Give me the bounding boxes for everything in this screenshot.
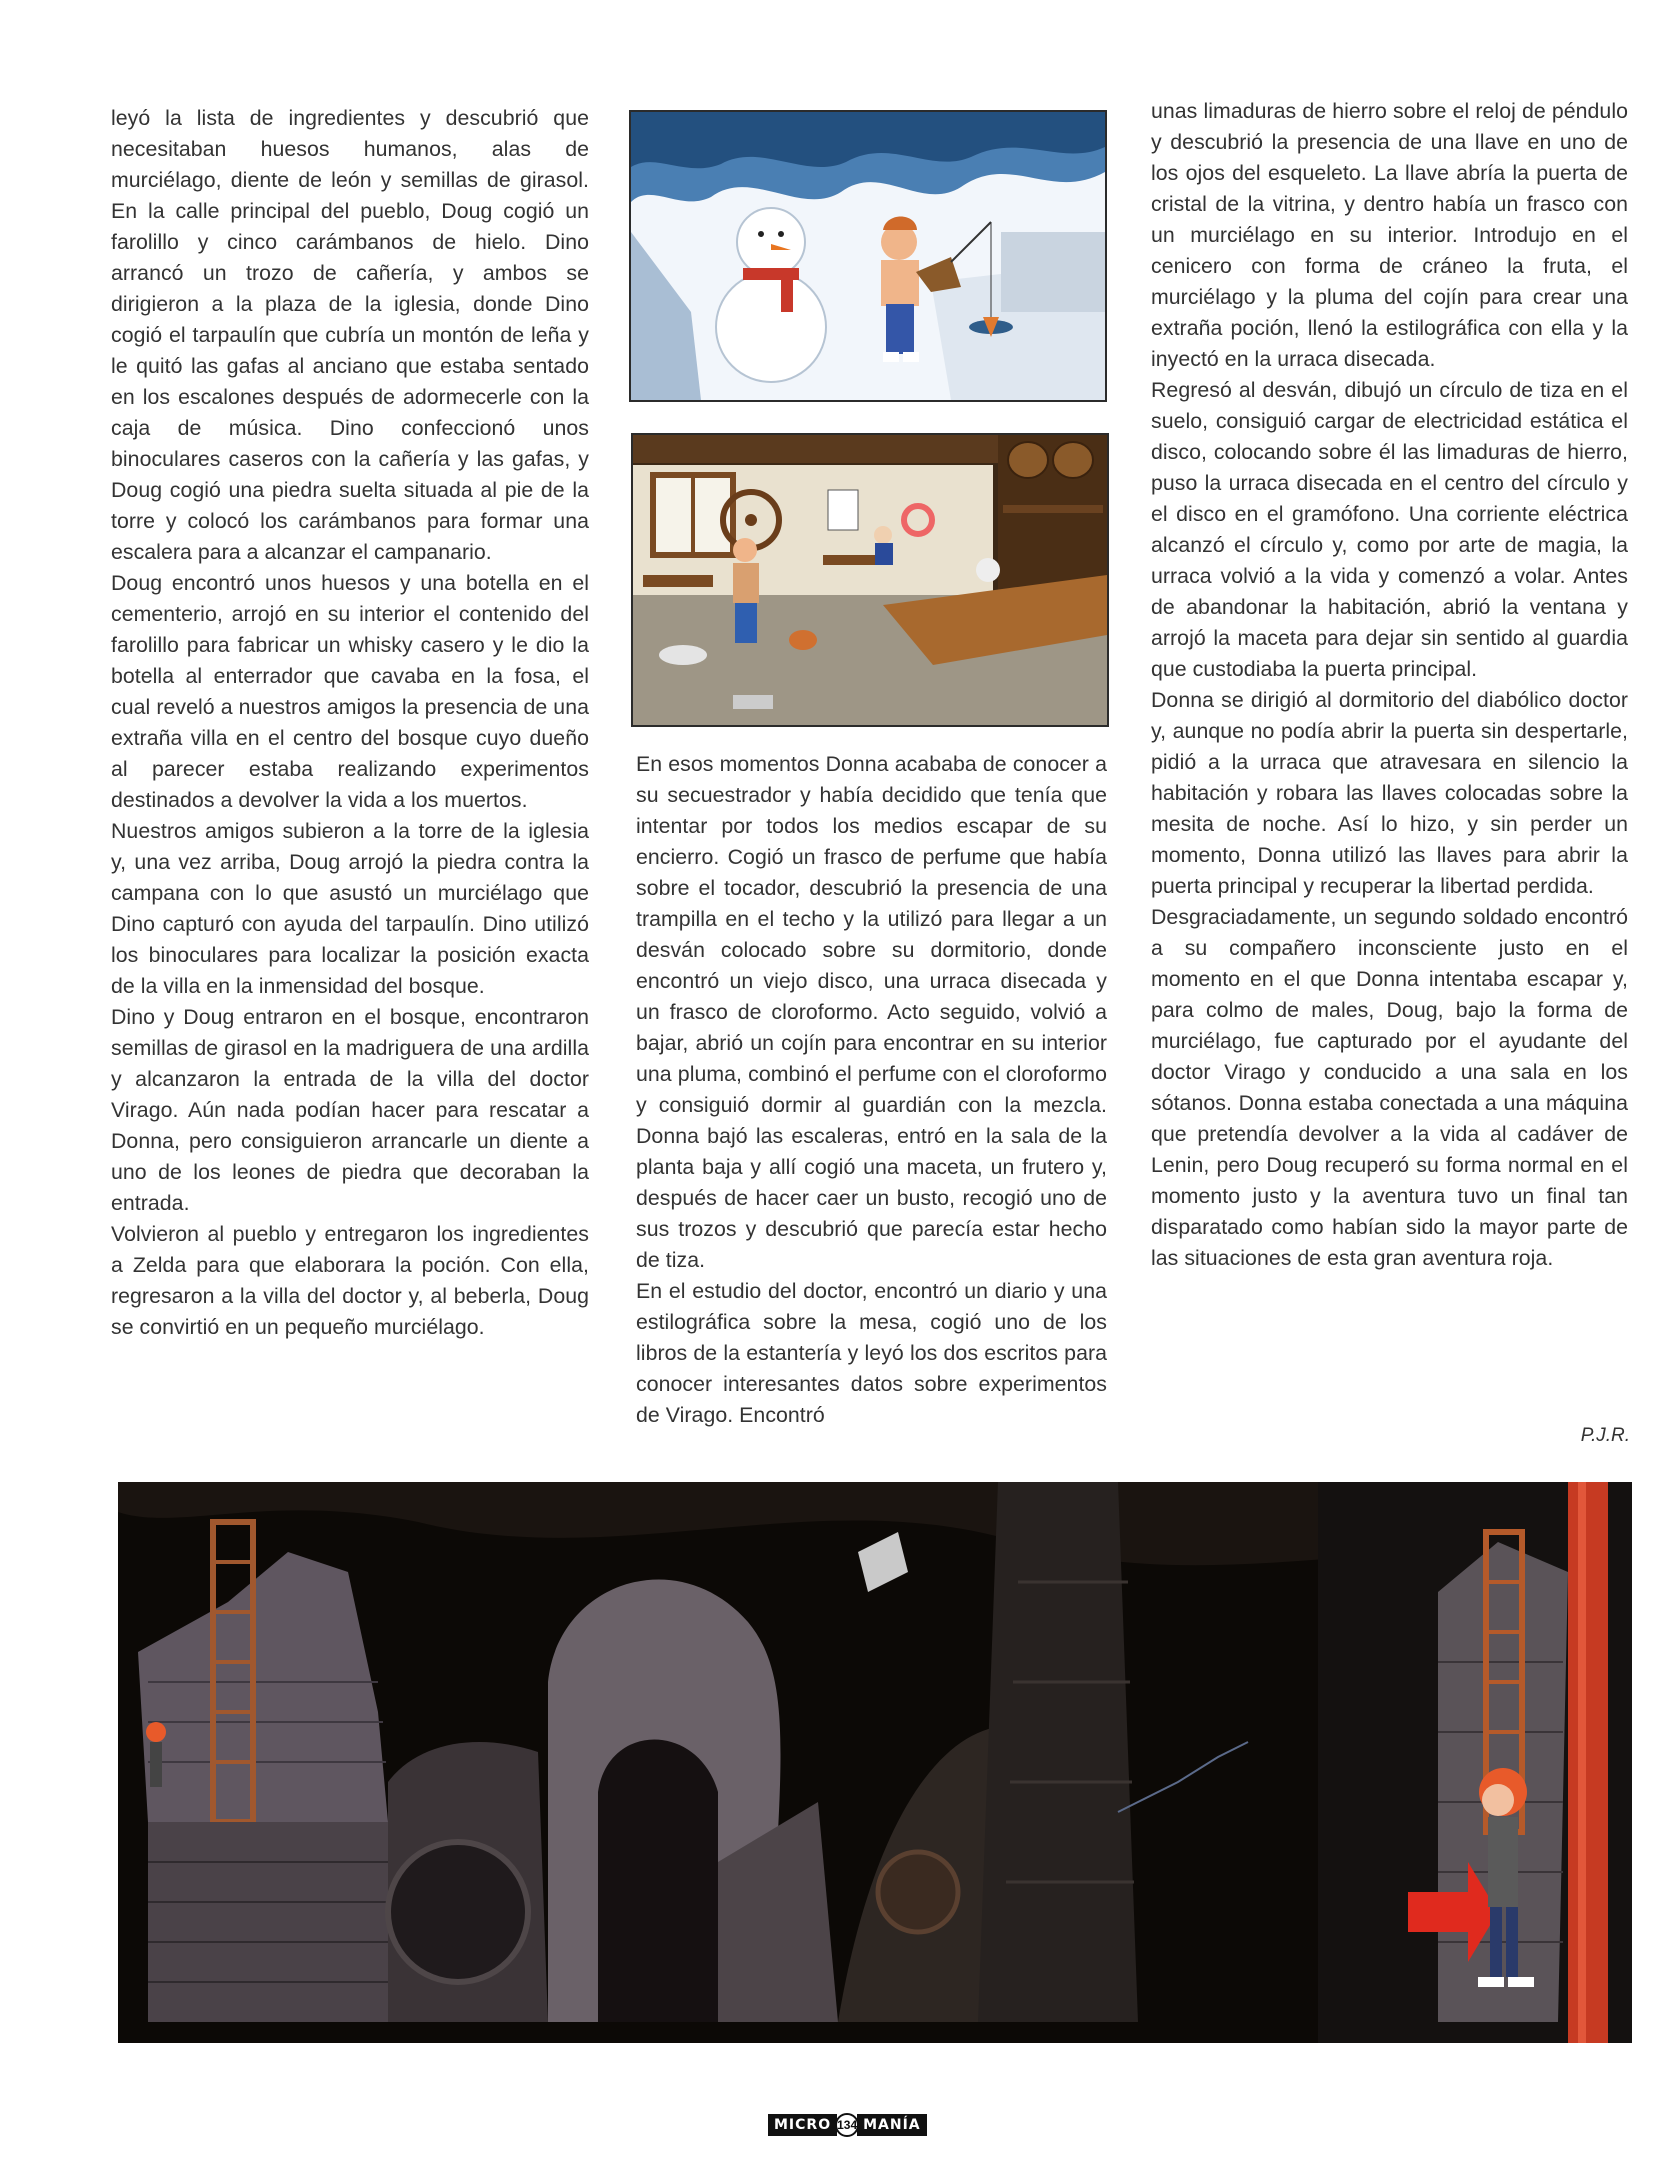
paragraph: Desgraciadamente, un segundo soldado encontró a su compañero inconsciente justo en el momento en el que Donna intentaba escapar y, para colmo de males, Doug, bajo la forma de murciélago, fue capturado por el ayudante del doctor Virago y conducido a una sala en los sótanos. Donna estaba conectada a una máquina que pretendía devolver a la vida al cadáver de Lenin, pero Doug recuperó su forma normal en el momento justo y la aventura tuvo un final tan disparatado como habían sido la mayor parte de las situaciones de esta gran aventura roja. [1151, 905, 1628, 1270]
paragraph: leyó la lista de ingredientes y descubrió que necesitaban huesos humanos, alas de murciélago, diente de león y semillas de girasol. En la calle principal del pueblo, Doug cogió un farolillo y cinco carámbanos de hielo. Dino arrancó un trozo de cañería, y ambos se dirigieron a la plaza de la iglesia, donde Dino cogió el tarpaulín que cubría un montón de leña y le quitó las gafas al anciano que estaba sentado en los escalones después de adormecerle con la caja de música. Dino confeccionó unos binoculares caseros con la cañería y las gafas, y Doug cogió una piedra suelta situada al pie de la torre y colocó los carámbanos para formar una escalera para a alcanzar el campanario. [111, 106, 589, 564]
paragraph: Dino y Doug entraron en el bosque, encontraron semillas de girasol en la madriguera de una ardilla y alcanzaron la entrada de la villa del doctor Virago. Aún nada podían hacer para rescatar a Donna, pero consiguieron arrancarle un diente a uno de los leones de piedra que decoraban la entrada. [111, 1005, 589, 1215]
paragraph: Doug encontró unos huesos y una botella en el cementerio, arrojó en su interior el contenido del farolillo para fabricar un whisky casero y le dio la botella al enterrador que cavaba en la fosa, el cual reveló a nuestros amigos la presencia de una extraña villa en el centro del bosque cuyo dueño al parecer estaba realizando experimentos destinados a devolver la vida a los muertos. [111, 571, 589, 812]
paragraph: Donna se dirigió al dormitorio del diabólico doctor y, aunque no podía abrir la puerta sin despertarle, pidió a la urraca que atravesara en silencio la habitación y robara las llaves colocadas sobre la mesita de noche. Así lo hizo, y sin perder un momento, Donna utilizó las llaves para abrir la puerta principal y recuperar la libertad perdida. [1151, 688, 1628, 898]
page-number: 134 [835, 2113, 859, 2137]
paragraph: Nuestros amigos subieron a la torre de la iglesia y, una vez arriba, Doug arrojó la piedra contra la campana con lo que asustó un murciélago que Dino capturó con ayuda del tarpaulín. Dino utilizó los binoculares para localizar la posición exacta de la villa en la inmensidad del bosque. [111, 819, 589, 998]
author-signature: P.J.R. [1580, 1425, 1630, 1446]
screenshot-snowman-scene [629, 110, 1107, 402]
paragraph: Volvieron al pueblo y entregaron los ingredientes a Zelda para que elaborara la poción. Con ella, regresaron a la villa del doctor y, al beberla, Doug se convirtió en un pequeño murciélago. [111, 1222, 589, 1339]
article-column-left [111, 103, 589, 1343]
screenshot-tavern-scene [631, 433, 1109, 727]
paragraph: Regresó al desván, dibujó un círculo de tiza en el suelo, consiguió cargar de electricidad estática el disco, colocando sobre él las limaduras de hierro, puso la urraca disecada en el centro del círculo y el disco en el gramófono. Una corriente eléctrica alcanzó el círculo y, como por arte de magia, la urraca volvió a la vida y comenzó a volar. Antes de abandonar la habitación, abrió la ventana y arrojó la maceta para dejar sin sentido al guardia que custodiaba la puerta principal. [1151, 378, 1628, 681]
article-column-right [1151, 96, 1628, 1274]
magazine-logo-right: MANÍA [857, 2114, 927, 2136]
magazine-footer [768, 2113, 927, 2137]
paragraph: unas limaduras de hierro sobre el reloj de péndulo y descubrió la presencia de una llave en uno de los ojos del esqueleto. La llave abría la puerta de cristal de la vitrina, y dentro había un frasco con un murciélago en su interior. Introdujo en el cenicero con forma de cráneo la fruta, el murciélago y la pluma del cojín para crear una extraña poción, llenó la estilográfica con ella y la inyectó en la urraca disecada. [1151, 99, 1628, 371]
paragraph: En el estudio del doctor, encontró un diario y una estilográfica sobre la mesa, cogió uno de los libros de la estantería y leyó los dos escritos para conocer interesantes datos sobre experimentos de Virago. Encontró [636, 1279, 1107, 1427]
paragraph: En esos momentos Donna acababa de conocer a su secuestrador y había decidido que tenía que intentar por todos los medios escapar de su encierro. Cogió un frasco de perfume que había sobre el tocador, descubrió la presencia de una trampilla en el techo y la utilizó para llegar a un desván colocado sobre su dormitorio, donde encontró un viejo disco, una urraca disecada y un frasco de cloroformo. Acto seguido, volvió a bajar, abrió un cojín para encontrar en su interior una pluma, combinó el perfume con el cloroformo y consiguió dormir al guardián con la mezcla. Donna bajó las escaleras, entró en la sala de la planta baja y allí cogió una maceta, un frutero y, después de hacer caer un busto, recogió uno de sus trozos y descubrió que parecía estar hecho de tiza. [636, 752, 1107, 1272]
magazine-logo-left: MICRO [768, 2114, 837, 2136]
screenshot-dungeon-scene [118, 1482, 1632, 2043]
article-column-middle [636, 749, 1107, 1431]
